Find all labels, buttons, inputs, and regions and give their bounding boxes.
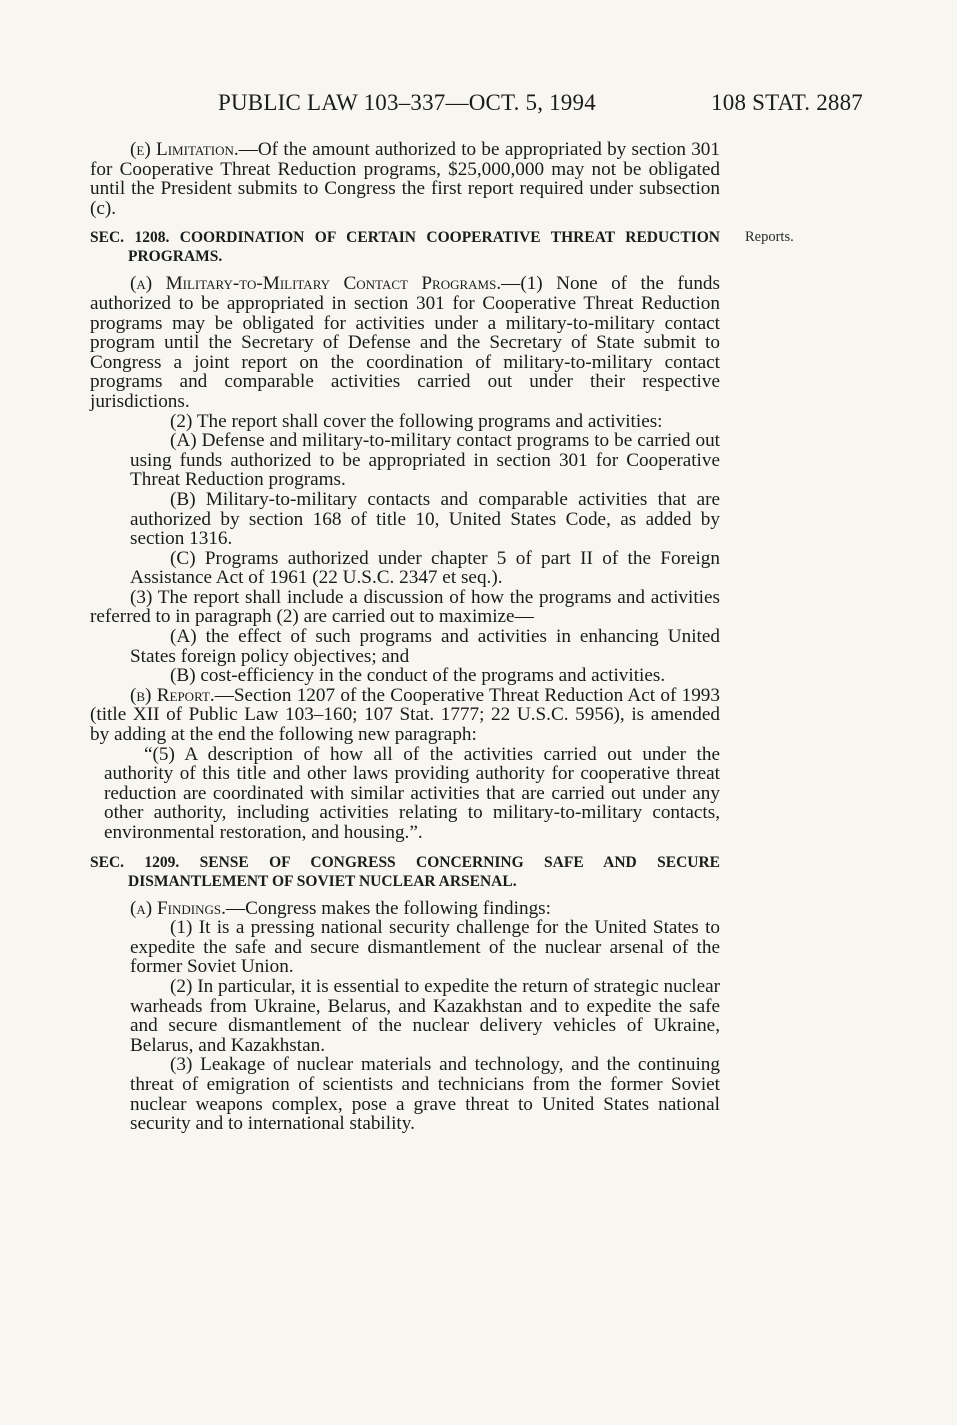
subparagraph-a2-C: (C) Programs authorized under chapter 5 of part II of the Foreign Assistance Act of 1961 (22 U.S.C. 2347 et seq.). bbox=[130, 547, 720, 589]
findings-heading: (a) Findings. bbox=[130, 897, 226, 919]
subsection-b-text: —Section 1207 of the Cooperative Threat Reduction Act of 1993 (title XII of Public Law 103–160; 107 Stat. 1777; 22 U.S.C. 5956), is amended by adding at the end the following new paragraph: bbox=[90, 684, 720, 746]
subsection-b-report bbox=[90, 686, 720, 745]
margin-note-reports: Reports. bbox=[745, 229, 794, 245]
subsection-a-heading: (a) Military-to-Military Contact Programs. bbox=[130, 273, 502, 295]
subparagraph-a3-B: (B) cost-efficiency in the conduct of the programs and activities. bbox=[170, 665, 666, 687]
finding-3: (3) Leakage of nuclear materials and technology, and the continuing threat of emigration of scientists and technicians from the former Soviet nuclear weapons complex, pose a grave threat to United States national security and to international stability. bbox=[130, 1054, 720, 1135]
subsection-a-text: —(1) None of the funds authorized to be appropriated in section 301 for Cooperative Threat Reduction programs may be obligated for activities under a military-to-military contact program until the Secretary of Defense and the Secretary of State submit to Congress a joint report on the coordination of military-to-military contact programs and comparable activities carried out under their respective jurisdictions. bbox=[90, 273, 720, 412]
header-statute-page: 108 STAT. 2887 bbox=[711, 90, 863, 115]
subsection-a-findings bbox=[90, 899, 720, 919]
subsection-a-contact-programs bbox=[90, 274, 720, 411]
header-law-citation: PUBLIC LAW 103–337—OCT. 5, 1994 bbox=[218, 90, 596, 115]
paragraph-a3: (3) The report shall include a discussion of how the programs and activities referred to in paragraph (2) are carried out to maximize— bbox=[90, 586, 720, 628]
finding-1: (1) It is a pressing national security challenge for the United States to expedite the safe and secure dismantlement of the nuclear arsenal of the former Soviet Union. bbox=[130, 917, 720, 978]
finding-2: (2) In particular, it is essential to expedite the return of strategic nuclear warheads from Ukraine, Belarus, and Kazakhstan and to expedite the safe and secure dismantlement of the nuclear delivery vehicles of Ukraine, Belarus, and Kazakhstan. bbox=[130, 975, 720, 1056]
subsection-e-heading: (e) Limitation. bbox=[130, 139, 239, 160]
subsection-e-text: —Of the amount authorized to be appropriated by section 301 for Cooperative Threat Reduction programs, $25,000,000 may not be obligated until the President submits to Congress the first report required under subsection (c). bbox=[90, 139, 720, 219]
document-body bbox=[90, 140, 720, 1134]
subparagraph-a2-B: (B) Military-to-military contacts and comparable activities that are authorized by section 168 of title 10, United States Code, as added by section 1316. bbox=[130, 488, 720, 550]
subparagraph-a3-A: (A) the effect of such programs and activities in enhancing United States foreign policy objectives; and bbox=[130, 626, 720, 667]
subsection-e-limitation bbox=[90, 140, 720, 218]
subparagraph-a2-A: (A) Defense and military-to-military contact programs to be carried out using funds authorized to be appropriated in section 301 for Cooperative Threat Reduction programs. bbox=[130, 430, 720, 491]
subsection-b-heading: (b) Report. bbox=[130, 684, 215, 706]
section-1209-heading: SEC. 1209. SENSE OF CONGRESS CONCERNING SAFE AND SECURE DISMANTLEMENT OF SOVIET NUCLEAR ARSENAL. bbox=[90, 853, 720, 890]
quoted-paragraph-5: “(5) A description of how all of the activities carried out under the authority of this title and other laws providing authority for cooperative threat reduction are coordinated with similar activities that are carried out under any other authority, including activities relating to military-to-military contacts, environmental restoration, and housing.”. bbox=[104, 743, 720, 843]
section-1208-heading: SEC. 1208. COORDINATION OF CERTAIN COOPERATIVE THREAT REDUCTION PROGRAMS. bbox=[90, 229, 720, 266]
findings-text: —Congress makes the following findings: bbox=[225, 897, 551, 919]
paragraph-a2: (2) The report shall cover the following programs and activities: bbox=[170, 410, 663, 432]
